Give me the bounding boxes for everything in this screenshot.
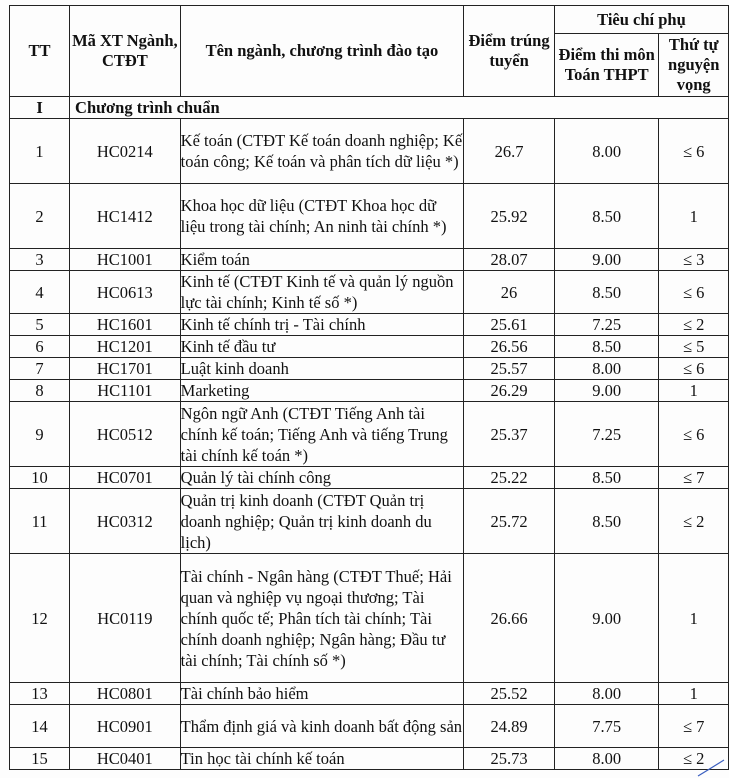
row-number: 2 <box>10 184 70 249</box>
program-name: Kinh tế đầu tư <box>180 336 464 358</box>
program-name: Khoa học dữ liệu (CTĐT Khoa học dữ liệu trong tài chính; An ninh tài chính *) <box>180 184 464 249</box>
wish-order: ≤ 3 <box>659 249 729 271</box>
wish-order: ≤ 6 <box>659 119 729 184</box>
wish-order: ≤ 2 <box>659 489 729 554</box>
header-name: Tên ngành, chương trình đào tạo <box>180 6 464 97</box>
wish-order: ≤ 6 <box>659 402 729 467</box>
row-number: 15 <box>10 748 70 770</box>
table-row <box>10 336 729 358</box>
header-math: Điểm thi môn Toán THPT <box>554 34 659 97</box>
header-sub-criteria: Tiêu chí phụ <box>554 6 728 34</box>
program-name: Marketing <box>180 380 464 402</box>
program-code: HC1601 <box>70 314 181 336</box>
table-row <box>10 119 729 184</box>
section-title: Chương trình chuẩn <box>70 97 729 119</box>
row-number: 4 <box>10 271 70 314</box>
program-name: Tài chính bảo hiểm <box>180 683 464 705</box>
pen-stroke-mark <box>696 758 726 778</box>
row-number: 8 <box>10 380 70 402</box>
program-name: Ngôn ngữ Anh (CTĐT Tiếng Anh tài chính kế toán; Tiếng Anh và tiếng Trung tài chính kế toán *) <box>180 402 464 467</box>
program-name: Quản trị kinh doanh (CTĐT Quản trị doanh nghiệp; Quản trị kinh doanh du lịch) <box>180 489 464 554</box>
admission-score-table <box>9 5 729 770</box>
wish-order: ≤ 5 <box>659 336 729 358</box>
program-name: Kế toán (CTĐT Kế toán doanh nghiệp; Kế toán công; Kế toán và phân tích dữ liệu *) <box>180 119 464 184</box>
admission-score: 26.66 <box>464 554 555 683</box>
admission-score: 26.7 <box>464 119 555 184</box>
admission-score: 26.56 <box>464 336 555 358</box>
program-name: Tài chính - Ngân hàng (CTĐT Thuế; Hải quan và nghiệp vụ ngoại thương; Tài chính quốc tế; Phân tích tài chính; Tài chính doanh nghiệp; Ngân hàng; Đầu tư tài chính; Tài chính số *) <box>180 554 464 683</box>
program-name: Tin học tài chính kế toán <box>180 748 464 770</box>
admission-score: 25.37 <box>464 402 555 467</box>
row-number: 12 <box>10 554 70 683</box>
math-score: 8.50 <box>554 336 659 358</box>
math-score: 8.50 <box>554 489 659 554</box>
program-code: HC0312 <box>70 489 181 554</box>
row-number: 6 <box>10 336 70 358</box>
table-row <box>10 554 729 683</box>
admission-score: 24.89 <box>464 705 555 748</box>
table-row <box>10 314 729 336</box>
table-row <box>10 184 729 249</box>
program-code: HC0401 <box>70 748 181 770</box>
admission-score: 25.22 <box>464 467 555 489</box>
math-score: 8.00 <box>554 683 659 705</box>
program-code: HC1101 <box>70 380 181 402</box>
program-code: HC0801 <box>70 683 181 705</box>
row-number: 3 <box>10 249 70 271</box>
math-score: 7.75 <box>554 705 659 748</box>
admission-score: 25.73 <box>464 748 555 770</box>
program-name: Kinh tế chính trị - Tài chính <box>180 314 464 336</box>
wish-order: ≤ 2 <box>659 748 729 770</box>
table-row <box>10 249 729 271</box>
program-code: HC1001 <box>70 249 181 271</box>
table-row <box>10 489 729 554</box>
wish-order: ≤ 7 <box>659 467 729 489</box>
program-code: HC0214 <box>70 119 181 184</box>
wish-order: 1 <box>659 683 729 705</box>
program-code: HC0512 <box>70 402 181 467</box>
wish-order: 1 <box>659 380 729 402</box>
row-number: 14 <box>10 705 70 748</box>
table-row <box>10 271 729 314</box>
table-row <box>10 683 729 705</box>
math-score: 7.25 <box>554 402 659 467</box>
admission-score: 28.07 <box>464 249 555 271</box>
admission-score: 25.57 <box>464 358 555 380</box>
math-score: 7.25 <box>554 314 659 336</box>
admission-score: 25.92 <box>464 184 555 249</box>
program-code: HC0701 <box>70 467 181 489</box>
row-number: 13 <box>10 683 70 705</box>
row-number: 5 <box>10 314 70 336</box>
admission-score: 25.61 <box>464 314 555 336</box>
row-number: 7 <box>10 358 70 380</box>
admission-score: 25.52 <box>464 683 555 705</box>
wish-order: ≤ 7 <box>659 705 729 748</box>
math-score: 8.00 <box>554 358 659 380</box>
program-code: HC0119 <box>70 554 181 683</box>
section-row <box>10 97 729 119</box>
wish-order: 1 <box>659 554 729 683</box>
math-score: 8.50 <box>554 184 659 249</box>
math-score: 9.00 <box>554 249 659 271</box>
wish-order: ≤ 6 <box>659 271 729 314</box>
wish-order: 1 <box>659 184 729 249</box>
program-name: Kiểm toán <box>180 249 464 271</box>
row-number: 1 <box>10 119 70 184</box>
row-number: 9 <box>10 402 70 467</box>
header-tt: TT <box>10 6 70 97</box>
wish-order: ≤ 6 <box>659 358 729 380</box>
table-row <box>10 705 729 748</box>
math-score: 8.00 <box>554 119 659 184</box>
program-code: HC1201 <box>70 336 181 358</box>
program-name: Thẩm định giá và kinh doanh bất động sản <box>180 705 464 748</box>
math-score: 9.00 <box>554 380 659 402</box>
program-name: Kinh tế (CTĐT Kinh tế và quản lý nguồn lực tài chính; Kinh tế số *) <box>180 271 464 314</box>
program-code: HC1701 <box>70 358 181 380</box>
header-order: Thứ tự nguyện vọng <box>659 34 729 97</box>
wish-order: ≤ 2 <box>659 314 729 336</box>
program-name: Luật kinh doanh <box>180 358 464 380</box>
program-code: HC0613 <box>70 271 181 314</box>
admission-score: 25.72 <box>464 489 555 554</box>
admission-score: 26.29 <box>464 380 555 402</box>
admission-score: 26 <box>464 271 555 314</box>
program-code: HC0901 <box>70 705 181 748</box>
table-row <box>10 358 729 380</box>
section-number: I <box>10 97 70 119</box>
program-code: HC1412 <box>70 184 181 249</box>
math-score: 8.50 <box>554 271 659 314</box>
math-score: 9.00 <box>554 554 659 683</box>
program-name: Quản lý tài chính công <box>180 467 464 489</box>
row-number: 10 <box>10 467 70 489</box>
math-score: 8.00 <box>554 748 659 770</box>
table-row <box>10 402 729 467</box>
header-code: Mã XT Ngành, CTĐT <box>70 6 181 97</box>
table-row <box>10 380 729 402</box>
math-score: 8.50 <box>554 467 659 489</box>
row-number: 11 <box>10 489 70 554</box>
table-row <box>10 748 729 770</box>
table-row <box>10 467 729 489</box>
header-score: Điểm trúng tuyển <box>464 6 555 97</box>
